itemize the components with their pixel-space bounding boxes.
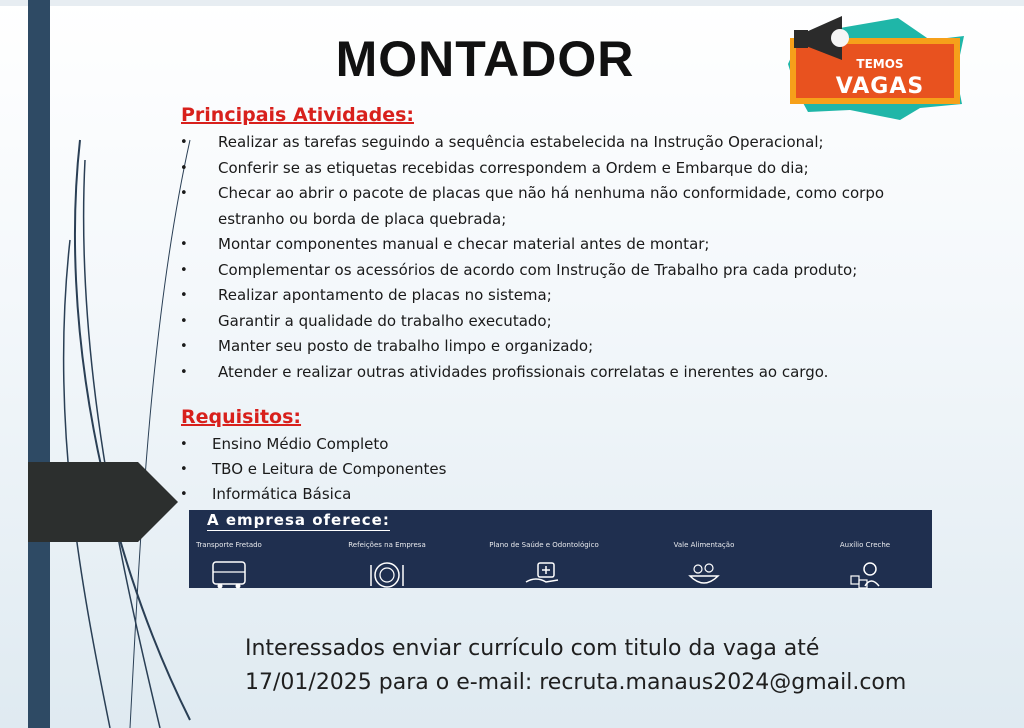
list-item: • Checar ao abrir o pacote de placas que não há nenhuma não conformidade, como corpo estranho ou borda de placa quebrada; — [180, 181, 918, 232]
top-strip — [0, 0, 1024, 6]
activities-list — [180, 130, 918, 385]
temos-vagas-badge — [780, 12, 970, 124]
list-item: • Conferir se as etiquetas recebidas correspondem a Ordem e Embarque do dia; — [180, 156, 918, 182]
benefit-childcare — [810, 542, 920, 590]
benefit-label: Refeições na Empresa — [348, 541, 426, 549]
footer-line1: Interessados enviar currículo com titulo da vaga até — [245, 636, 820, 661]
benefit-meals — [332, 542, 442, 590]
requirements-list — [180, 432, 446, 507]
benefit-transport — [174, 542, 284, 590]
activities-heading: Principais Atividades: — [181, 104, 414, 126]
list-item: • Complementar os acessórios de acordo com Instrução de Trabalho pra cada produto; — [180, 258, 918, 284]
benefit-label: Transporte Fretado — [196, 541, 262, 549]
list-item: • TBO e Leitura de Componentes — [180, 457, 446, 482]
benefits-panel — [189, 510, 932, 588]
badge-line1: TEMOS — [856, 57, 904, 71]
benefits-title: A empresa oferece: — [207, 511, 390, 529]
benefit-label: Plano de Saúde e Odontológico — [489, 541, 599, 549]
list-item: • Realizar as tarefas seguindo a sequência estabelecida na Instrução Operacional; — [180, 130, 918, 156]
benefit-food-voucher — [649, 542, 759, 590]
requirements-heading: Requisitos: — [181, 406, 302, 428]
meal-icon — [365, 560, 409, 590]
application-instructions — [245, 632, 906, 700]
list-item: • Montar componentes manual e checar material antes de montar; — [180, 232, 918, 258]
list-item: • Manter seu posto de trabalho limpo e organizado; — [180, 334, 918, 360]
bus-icon — [207, 560, 251, 590]
childcare-icon — [843, 560, 887, 590]
decorative-arrow — [28, 462, 178, 542]
list-item: • Realizar apontamento de placas no sistema; — [180, 283, 918, 309]
list-item: • Informática Básica — [180, 482, 446, 507]
footer-line2: 17/01/2025 para o e-mail: recruta.manaus2024@gmail.com — [245, 670, 907, 695]
badge-line2: VAGAS — [835, 74, 925, 99]
job-title: MONTADOR — [335, 31, 635, 87]
food-voucher-icon — [682, 560, 726, 590]
list-item: • Ensino Médio Completo — [180, 432, 446, 457]
list-item: • Atender e realizar outras atividades profissionais correlatas e inerentes ao cargo. — [180, 360, 918, 386]
health-plan-icon — [522, 560, 566, 590]
benefit-label: Auxílio Creche — [839, 541, 891, 549]
decorative-lines — [40, 120, 200, 728]
benefit-health — [489, 542, 599, 590]
list-item: • Garantir a qualidade do trabalho executado; — [180, 309, 918, 335]
benefit-label: Vale Alimentação — [673, 541, 735, 549]
